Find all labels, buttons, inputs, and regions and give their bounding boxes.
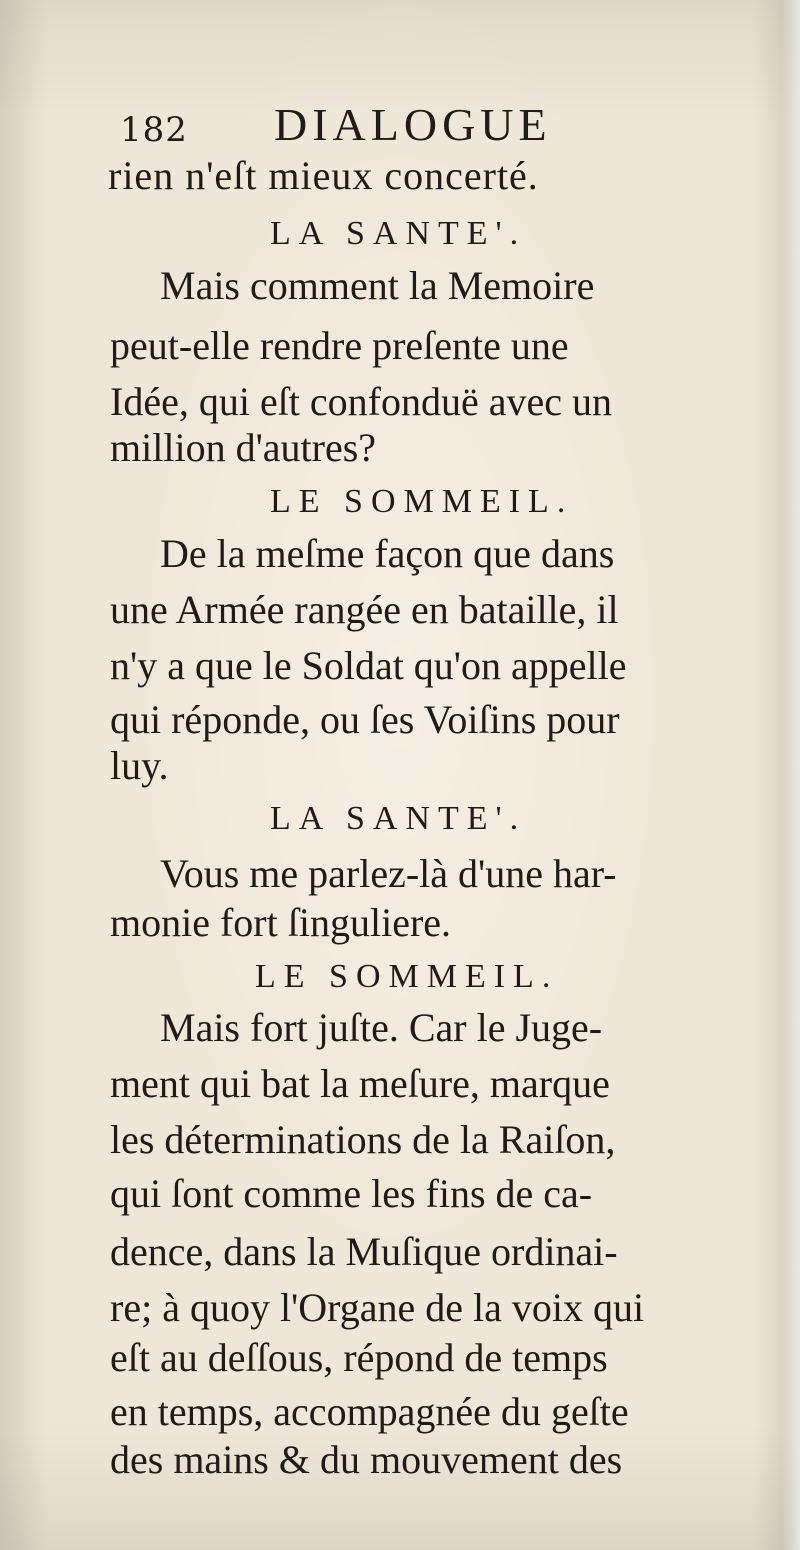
text-line: eſt au deſſous, répond de temps xyxy=(110,1335,608,1380)
text-line: en temps, accompagnée du geſte xyxy=(110,1389,629,1434)
running-title: DIALOGUE xyxy=(274,99,552,150)
text-line: luy. xyxy=(110,743,169,788)
page-number: 182 xyxy=(120,110,188,150)
speaker-label: LE SOMMEIL. xyxy=(270,483,574,520)
speaker-label: LA SANTE'. xyxy=(270,215,527,252)
text-line: Vous me parlez-là d'une har- xyxy=(160,851,617,896)
text-line: dence, dans la Muſique ordinai- xyxy=(110,1229,618,1274)
text-line: ment qui bat la meſure, marque xyxy=(110,1061,610,1106)
text-line: qui réponde, ou ſes Voiſins pour xyxy=(110,697,620,742)
text-line: re; à quoy l'Organe de la voix qui xyxy=(110,1285,645,1330)
text-line: monie fort ſinguliere. xyxy=(110,900,452,945)
text-line: les déterminations de la Raiſon, xyxy=(110,1117,616,1162)
text-line: Idée, qui eſt confonduë avec un xyxy=(110,379,613,424)
text-line: une Armée rangée en bataille, il xyxy=(110,587,619,632)
text-line: Mais comment la Memoire xyxy=(160,263,595,308)
text-line: peut-elle rendre preſente une xyxy=(110,323,569,368)
speaker-label: LE SOMMEIL. xyxy=(255,958,559,995)
text-line: million d'autres? xyxy=(110,425,377,470)
text-line: des mains & du mouvement des xyxy=(110,1437,623,1482)
text-line: rien n'eſt mieux concerté. xyxy=(108,153,539,198)
text-line: Mais fort juſte. Car le Juge- xyxy=(160,1005,603,1050)
speaker-label: LA SANTE'. xyxy=(270,800,527,837)
page-edge xyxy=(782,0,800,1550)
text-line: qui ſont comme les fins de ca- xyxy=(110,1171,593,1216)
text-line: n'y a que le Soldat qu'on appelle xyxy=(110,643,627,688)
text-line: De la meſme façon que dans xyxy=(160,531,615,576)
